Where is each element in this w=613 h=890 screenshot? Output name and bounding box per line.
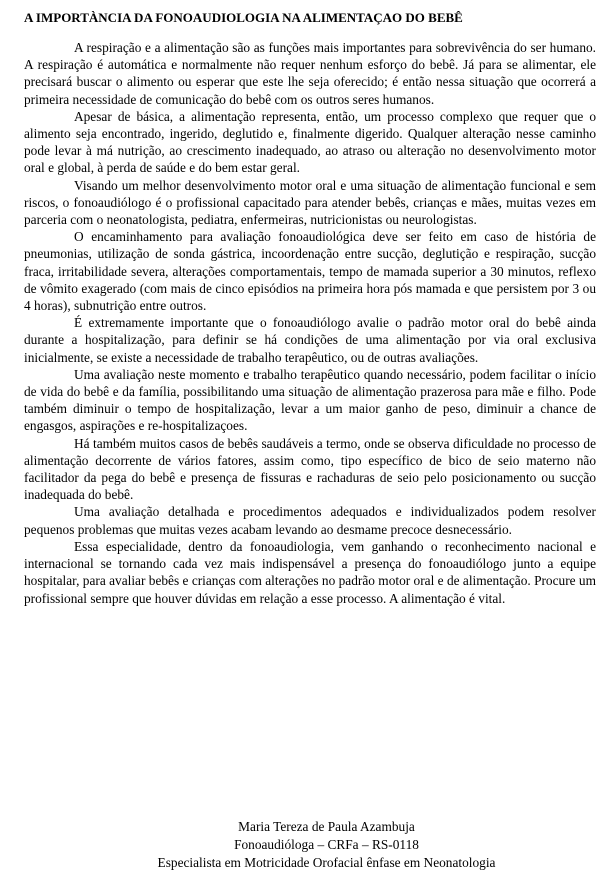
signature-name: Maria Tereza de Paula Azambuja bbox=[238, 819, 415, 834]
paragraph: Uma avaliação neste momento e trabalho terapêutico quando necessário, podem facilitar o início de vida do bebê e da família, possibilitando uma situação de alimentação prazerosa para mãe e filho. Pode também diminuir o tempo de hospitalização, levar a um maior ganho de peso, diminuir a chance de engasgos, aspirações e re-hospitalizaçoes. bbox=[24, 366, 596, 434]
paragraph: É extremamente importante que o fonoaudiólogo avalie o padrão motor oral do bebê ainda durante a hospitalização, para definir se há condições de uma alimentação por via oral exclusiva inicialmente, se existe a necessidade de trabalho terapêutico, ou de outras avaliações. bbox=[24, 315, 596, 365]
paragraph: Apesar de básica, a alimentação representa, então, um processo complexo que requer que o alimento seja encontrado, ingerido, deglutido e, finalmente digerido. Qualquer alteração nesse caminho pode levar à má nutrição, ao crescimento inadequado, ao atraso ou alteração no desenvolvimento motor oral e global, à perda de saúde e do bem estar geral. bbox=[24, 108, 596, 176]
document-page bbox=[24, 10, 596, 607]
signature-block bbox=[0, 818, 613, 871]
paragraph: O encaminhamento para avaliação fonoaudiológica deve ser feito em caso de história de pneumonias, utilização de sonda gástrica, incoordenação entre sucção, deglutição e respiração, sucção fraca, irritabilidade severa, alterações comportamentais, tempo de mamada superior a 30 minutos, reflexo de vômito exagerado (com mais de cinco episódios na primeira hora pós mamada e que persistem por 3 ou 4 horas), subnutrição entre outros. bbox=[24, 229, 596, 314]
paragraph: Há também muitos casos de bebês saudáveis a termo, onde se observa dificuldade no processo de alimentação decorrente de vários fatores, assim como, tipo específico de bico de seio materno não facilitador da pega do bebê e presença de fissuras e rachaduras de seio pelo posicionamento ou sucção inadequada do bebê. bbox=[24, 435, 596, 503]
document-title: A IMPORTÀNCIA DA FONOAUDIOLOGIA NA ALIMENTAÇAO DO BEBÊ bbox=[24, 10, 463, 25]
document-body bbox=[24, 39, 596, 607]
paragraph: Visando um melhor desenvolvimento motor oral e uma situação de alimentação funcional e sem riscos, o fonoaudiólogo é o profissional capacitado para atender bebês, crianças e mães, muitas vezes em parceria com o neonatologista, pediatra, enfermeiras, nutricionistas ou neurologistas. bbox=[24, 177, 596, 228]
signature-credential: Fonoaudióloga – CRFa – RS-0118 bbox=[234, 836, 419, 852]
paragraph: Essa especialidade, dentro da fonoaudiologia, vem ganhando o reconhecimento nacional e internacional se tornando cada vez mais indispensável a presença do fonoaudiólogo junto a equipe hospitalar, para avaliar bebês e crianças com alterações no padrão motor oral e de alimentação. Procure um profissional sempre que houver dúvidas em relação a esse processo. A alimentação é vital. bbox=[24, 538, 596, 606]
signature-specialty: Especialista em Motricidade Orofacial ênfase em Neonatologia bbox=[157, 854, 496, 870]
paragraph: A respiração e a alimentação são as funções mais importantes para sobrevivência do ser humano. A respiração é automática e normalmente não requer nenhum esforço do bebê. Já para se alimentar, ele precisará buscar o alimento ou esperar que este lhe seja oferecido; é então nessa situação que ocorrerá a primeira necessidade de comunicação do bebê com os outros seres humanos. bbox=[24, 40, 596, 107]
paragraph: Uma avaliação detalhada e procedimentos adequados e individualizados podem resolver pequenos problemas que muitas vezes acabam levando ao desmame precoce desnecessário. bbox=[24, 504, 596, 537]
